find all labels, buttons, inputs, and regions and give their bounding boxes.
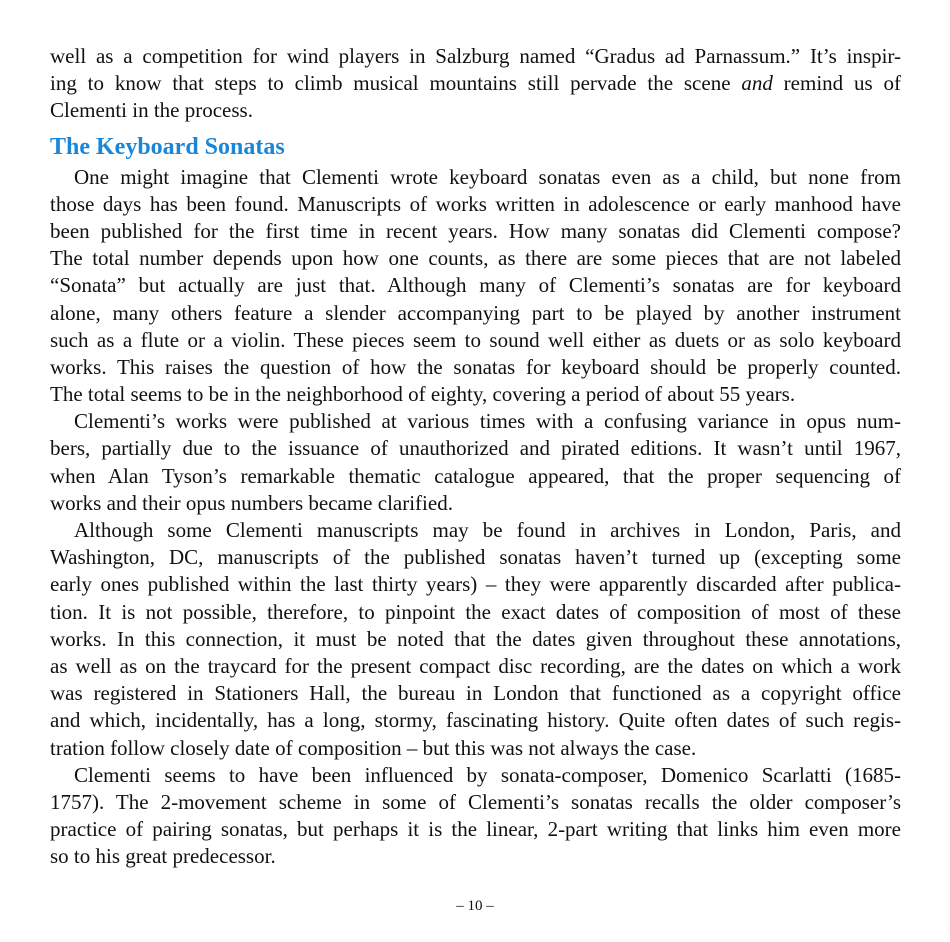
intro-paragraph [50,43,901,125]
text-line: One might imagine that Clementi wrote keyboard sonatas even as a child, but none from [74,164,901,189]
text-line: Clementi seems to have been influenced by sonata-composer, Domenico Scarlatti (1685- [74,762,901,787]
text-span: remind us of [772,71,901,96]
page-number: – 10 – [456,898,494,914]
text-span: ing to know that steps to climb musical mountains still pervade the scene [50,71,742,96]
text-line: Although some Clementi manuscripts may be found in archives in London, Paris, and [74,518,901,542]
text-line: those days has been found. Manuscripts of works written in adolescence or early manhood have [50,191,901,216]
text-line: The total seems to be in the neighborhood of eighty, covering a period of about 55 years. [50,382,796,407]
text-line: Washington, DC, manuscripts of the published sonatas haven’t turned up (excepting some [50,545,901,570]
text-line: 1757). The 2-movement scheme in some of Clementi’s sonatas recalls the older composer’s [50,789,901,814]
text-line: tration follow closely date of composition – but this was not always the case. [50,735,697,760]
text-line: such as a flute or a violin. These pieces seem to sound well either as duets or as solo keyboard [50,327,901,352]
text-line: “Sonata” but actually are just that. Although many of Clementi’s sonatas are for keyboard [50,273,901,298]
text-line: well as a competition for wind players in Salzburg named “Gradus ad Parnassum.” It’s inspir- [50,44,901,68]
paragraph-opus-numbers [50,408,901,517]
text-line: been published for the first time in recent years. How many sonatas did Clementi compose? [50,218,901,243]
text-line: as well as on the traycard for the present compact disc recording, are the dates on which a work [50,653,901,678]
text-line: so to his great predecessor. [50,844,276,869]
text-line: bers, partially due to the issuance of unauthorized and pirated editions. It wasn’t until 1967, [50,436,901,461]
text-line: and which, incidentally, has a long, stormy, fascinating history. Quite often dates of such regis- [50,708,901,733]
text-line: works. In this connection, it must be noted that the dates given throughout these annotations, [50,626,901,651]
paragraph-scarlatti [50,762,901,871]
emphasis-text: and [741,71,773,96]
text-line: The total number depends upon how one counts, as there are some pieces that are not labeled [50,246,901,271]
paragraph-manuscripts [50,517,901,762]
document-page [50,43,901,870]
text-line: early ones published within the last thirty years) – they were apparently discarded after publica- [50,572,901,597]
text-line: was registered in Stationers Hall, the bureau in London that functioned as a copyright office [50,681,901,706]
text-line: works. This raises the question of how the sonatas for keyboard should be properly counted. [50,354,901,379]
text-line: when Alan Tyson’s remarkable thematic catalogue appeared, that the proper sequencing of [50,463,901,488]
text-line [50,70,901,97]
text-line: Clementi in the process. [50,98,253,123]
paragraph-sonatas-count [50,164,901,409]
text-line: works and their opus numbers became clarified. [50,490,453,515]
text-line: tion. It is not possible, therefore, to pinpoint the exact dates of composition of most of these [50,599,901,624]
text-line: Clementi’s works were published at various times with a confusing variance in opus num- [74,409,901,434]
text-line: alone, many others feature a slender accompanying part to be played by another instrument [50,300,901,325]
section-heading: The Keyboard Sonatas [50,133,285,160]
text-line: practice of pairing sonatas, but perhaps it is the linear, 2-part writing that links him even more [50,817,901,842]
